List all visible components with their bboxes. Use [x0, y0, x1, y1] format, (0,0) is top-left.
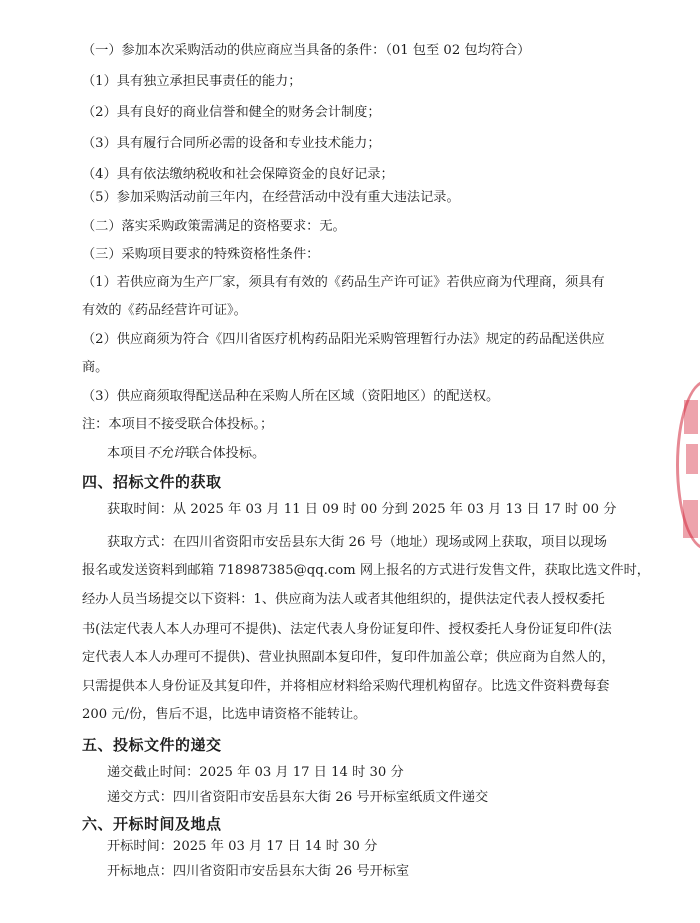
special-condition-1-line2: 有效的《药品经营许可证》。 [82, 303, 247, 318]
special-condition-2-line1: （2）供应商须为符合《四川省医疗机构药品阳光采购管理暂行办法》规定的药品配送供应 [82, 332, 605, 347]
seal-mark [683, 500, 698, 538]
section-4-time: 获取时间：从 2025 年 03 月 11 日 09 时 00 分到 2025 年 03 月 13 日 17 时 00 分 [107, 502, 617, 517]
note-line-2-suffix: 联合体投标。 [186, 446, 266, 461]
note-line-2-emphasis: 不允许 [146, 446, 187, 461]
section-5-heading: 五、投标文件的递交 [82, 736, 222, 754]
policy-requirement: （二）落实采购政策需满足的资格要求：无。 [82, 219, 346, 234]
section-4-method-line-4: 书(法定代表人本人办理可不提供)、法定代表人身份证复印件、授权委托人身份证复印件(法 [82, 622, 612, 637]
section-4-method-line-7: 200 元/份，售后不退，比选申请资格不能转让。 [82, 707, 367, 722]
section-4-method-line-3: 经办人员当场提交以下资料：1、供应商为法人或者其他组织的，提供法定代表人授权委托 [82, 592, 605, 607]
condition-item-5: （5）参加采购活动前三年内，在经营活动中没有重大违法记录。 [82, 190, 460, 205]
special-condition-3: （3）供应商须取得配送品种在采购人所在区域（资阳地区）的配送权。 [82, 389, 500, 404]
section-4-method-line-2: 报名或发送资料到邮箱 718987385@qq.com 网上报名的方式进行发售文件，获取比选文件时， [82, 563, 650, 578]
special-conditions-title: （三）采购项目要求的特殊资格性条件： [82, 247, 320, 262]
conditions-intro: （一）参加本次采购活动的供应商应当具备的条件：（01 包至 02 包均符合） [82, 43, 531, 58]
section-4-method-line-5: 定代表人本人办理可不提供)、营业执照副本复印件，复印件加盖公章；供应商为自然人的， [82, 650, 615, 665]
note-line-2 [107, 444, 265, 464]
seal-mark [684, 400, 698, 434]
special-condition-2-line2: 商。 [82, 360, 109, 375]
section-5-method: 递交方式：四川省资阳市安岳县东大街 26 号开标室纸质文件递交 [107, 790, 489, 805]
section-5-deadline: 递交截止时间：2025 年 03 月 17 日 14 时 30 分 [107, 765, 404, 780]
condition-item-2: （2）具有良好的商业信誉和健全的财务会计制度； [82, 105, 381, 120]
note-line-1: 注：本项目不接受联合体投标。； [82, 417, 274, 432]
section-6-time: 开标时间：2025 年 03 月 17 日 14 时 30 分 [107, 839, 378, 854]
condition-item-1: （1）具有独立承担民事责任的能力； [82, 74, 302, 89]
condition-item-4: （4）具有依法缴纳税收和社会保障资金的良好记录； [82, 167, 394, 182]
seal-mark [686, 444, 698, 474]
special-condition-1-line1: （1）若供应商为生产厂家，须具有有效的《药品生产许可证》若供应商为代理商，须具有 [82, 275, 605, 290]
section-4-method-line-6: 只需提供本人身份证及其复印件，并将相应材料给采购代理机构留存。比选文件资料费每套 [82, 679, 610, 694]
section-6-place: 开标地点：四川省资阳市安岳县东大街 26 号开标室 [107, 864, 410, 879]
condition-item-3: （3）具有履行合同所必需的设备和专业技术能力； [82, 136, 381, 151]
note-line-2-prefix: 本项目 [107, 446, 147, 461]
section-4-heading: 四、招标文件的获取 [82, 473, 222, 491]
section-4-method-line-1: 获取方式：在四川省资阳市安岳县东大街 26 号（地址）现场或网上获取，项目以现场 [107, 535, 607, 550]
section-6-heading: 六、开标时间及地点 [82, 815, 222, 833]
